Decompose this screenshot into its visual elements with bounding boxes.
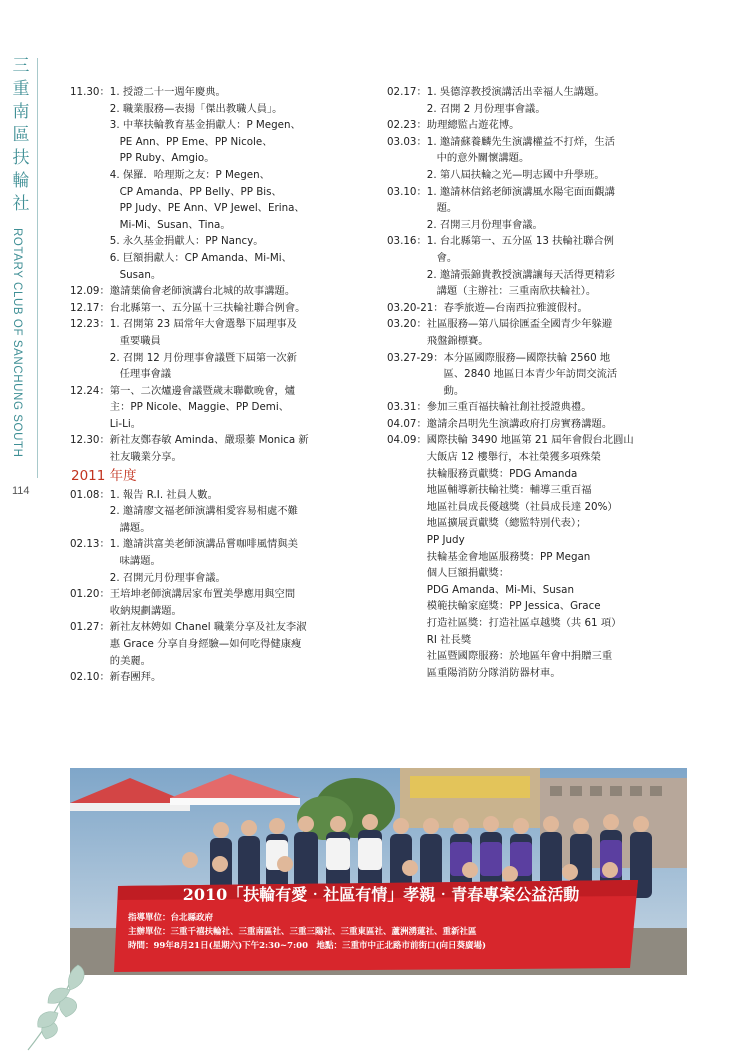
entry-body <box>427 432 685 681</box>
entry-body <box>110 487 370 537</box>
entry-body <box>427 134 685 184</box>
entry-date: 04.09： <box>387 434 427 447</box>
entry-body <box>110 283 370 300</box>
entry-line: 大飯店 12 樓舉行，本社榮獲多項殊榮 <box>426 451 601 464</box>
entry-date: 12.24： <box>70 384 110 397</box>
banner-organizer: 指導單位：台北縣政府 <box>128 913 214 923</box>
log-entry <box>387 233 685 299</box>
entry-line: Mi-Mi、Susan、Tina。 <box>109 218 231 231</box>
log-entry <box>70 84 370 283</box>
log-entry <box>70 586 370 619</box>
entry-body <box>110 669 370 686</box>
entry-body <box>110 432 370 465</box>
entry-line: 春季旅遊—台南西拉雅渡假村。 <box>443 301 588 314</box>
entry-line: 1. 召開第 23 屆常年大會選舉下屆理事及 <box>109 318 297 331</box>
entry-body <box>110 383 370 433</box>
log-entry <box>70 383 370 433</box>
entry-body <box>427 184 685 234</box>
entry-line: 2. 第八屆扶輪之光—明志國中升學班。 <box>426 168 605 181</box>
entry-line: 1. 邀請洪富美老師演講品嘗咖啡風情與美 <box>109 538 298 551</box>
leaf-decoration <box>18 945 108 1055</box>
entry-line: 扶輪基金會地區服務獎：PP Megan <box>426 550 591 563</box>
entry-line: 邀請余昌明先生演講政府打房實務講題。 <box>426 417 613 430</box>
entry-body <box>110 300 370 317</box>
entry-date: 12.30： <box>70 434 110 447</box>
right-column <box>387 84 685 681</box>
entry-line: 1. 台北縣第一、五分區 13 扶輪社聯合例 <box>426 235 614 248</box>
entry-line: 中的意外關懷講題。 <box>426 152 530 165</box>
entry-line: 6. 巨額捐獻人：CP Amanda、Mi-Mi、 <box>109 251 292 264</box>
entry-line: 本分區國際服務—國際扶輪 2560 地 <box>443 351 611 364</box>
entry-line: PE Ann、PP Eme、PP Nicole、 <box>109 135 273 148</box>
entry-line: 1. 吳德淳教授演講活出幸福人生講題。 <box>426 86 605 98</box>
entry-line: 1. 授證二十一週年慶典。 <box>109 86 226 98</box>
entry-body <box>427 117 685 134</box>
log-entry <box>387 416 685 433</box>
left-column <box>70 84 370 686</box>
entry-date: 11.30： <box>70 86 110 98</box>
entry-date: 12.17： <box>70 301 110 314</box>
log-entry <box>387 432 685 681</box>
log-entry <box>70 316 370 382</box>
entry-line: 個人巨額捐獻獎： <box>426 567 510 580</box>
entry-line: 惠 Grace 分享自身經驗—如何吃得健康瘦 <box>109 638 302 650</box>
entry-line: 講題（主辦社：三重南欣扶輪社）。 <box>426 285 597 298</box>
entry-line: Susan。 <box>109 268 162 281</box>
entry-line: RI 社長獎 <box>426 633 472 646</box>
entry-line: 模範扶輪家庭獎：PP Jessica、Grace <box>426 600 601 613</box>
entry-body <box>110 619 370 669</box>
entry-line: CP Amanda、PP Belly、PP Bis、 <box>109 185 282 198</box>
entry-body <box>110 84 370 283</box>
entry-date: 12.09： <box>70 285 110 298</box>
entry-line: 收納規劃講題。 <box>109 604 182 617</box>
log-entry <box>70 487 370 537</box>
entry-line: 地區輔導新扶輪社獎：輔導三重百福 <box>426 484 592 497</box>
entry-body <box>110 316 370 382</box>
entry-date: 03.20-21： <box>387 301 444 314</box>
log-entry <box>387 350 685 400</box>
log-entry <box>387 117 685 134</box>
entry-date: 03.31： <box>387 401 427 414</box>
entry-line: 2. 召開元月份理事會議。 <box>109 571 226 584</box>
entry-line: 動。 <box>443 384 465 397</box>
entry-line: 第一、二次爐邊會議暨歲末聯歡晚會，爐 <box>109 384 296 397</box>
entry-line: 助理總監占遊花博。 <box>426 119 520 132</box>
entry-date: 12.23： <box>70 318 110 331</box>
log-entry <box>387 184 685 234</box>
entry-line: 邀請葉倫會老師演講台北城的故事講題。 <box>109 285 296 298</box>
banner-title: 2010「扶輪有愛‧社區有情」孝親‧青春專案公益活動 <box>182 885 580 904</box>
entry-line: 王培坤老師演講居家布置美學應用與空間 <box>109 588 296 601</box>
entry-body <box>444 300 685 317</box>
entry-date: 02.10： <box>70 671 110 684</box>
entry-body <box>427 84 685 117</box>
log-entry <box>70 432 370 465</box>
entry-date: 02.23： <box>387 119 427 132</box>
entry-line: 2. 邀請廖文福老師演講相愛容易相處不難 <box>109 505 298 518</box>
entry-line: PP Judy <box>426 534 465 547</box>
entry-line: 飛盤錦標賽。 <box>426 334 489 347</box>
entry-line: 2. 召開 12 月份理事會議暨下屆第一次新 <box>109 351 297 364</box>
club-name-english: ROTARY CLUB OF SANCHUNG SOUTH <box>11 228 23 458</box>
entry-line: 社區暨國際服務：於地區年會中捐贈三重 <box>426 650 613 663</box>
entry-line: PP Judy、PE Ann、VP Jewel、Erina、 <box>109 202 305 215</box>
entry-date: 03.20： <box>387 318 427 331</box>
entry-line: 國際扶輪 3490 地區第 21 屆年會假台北圓山 <box>426 434 634 447</box>
entry-date: 03.16： <box>387 235 427 248</box>
entry-line: 地區社員成長優越獎（社員成長達 20%） <box>426 500 618 513</box>
entry-date: 02.13： <box>70 538 110 551</box>
entry-date: 04.07： <box>387 417 427 430</box>
entry-body <box>427 233 685 299</box>
entry-line: 4. 保羅．哈理斯之友：P Megen、 <box>109 168 270 181</box>
entry-line: 區重陽消防分隊消防器材車。 <box>426 666 561 679</box>
entry-line: 題。 <box>426 202 458 215</box>
entry-line: 社友職業分享。 <box>109 451 182 464</box>
banner-hosts: 主辦單位：三重千禧扶輪社、三重南區社、三重三陽社、三重東區社、蘆洲湧蓮社、重新社區 <box>128 927 477 937</box>
entry-line: PDG Amanda、Mi-Mi、Susan <box>426 583 574 596</box>
entry-line: 2. 邀請張錦貴教授演講讓每天活得更精彩 <box>426 268 615 281</box>
entry-date: 01.20： <box>70 588 110 601</box>
year-heading: 2011 年度 <box>71 467 137 484</box>
entry-line: 新社友林娉如 Chanel 職業分享及社友李淑 <box>109 621 307 634</box>
club-name-vertical: 三重南區扶輪社 <box>12 56 30 214</box>
entry-date: 02.17： <box>387 86 427 98</box>
entry-line: 台北縣第一、五分區十三扶輪社聯合例會。 <box>109 301 306 314</box>
log-entry <box>387 316 685 349</box>
entry-date: 01.08： <box>70 488 110 501</box>
entry-date: 01.27： <box>70 621 110 634</box>
log-entry <box>70 283 370 300</box>
entry-line: 1. 邀請蘇養麟先生演講權益不打烊，生活 <box>426 135 615 148</box>
entry-line: 1. 邀請林信銘老師演講風水陽宅面面觀講 <box>426 185 615 198</box>
entry-line: PP Ruby、Amgio。 <box>109 152 215 165</box>
log-entry <box>387 300 685 317</box>
entry-line: 5. 永久基金捐獻人：PP Nancy。 <box>109 235 264 248</box>
banner-time-place: 時間：99年8月21日(星期六)下午2:30~7:00 地點：三重市中正北路市前街口(向日葵廣場) <box>128 941 487 951</box>
entry-line: Li-Li。 <box>109 417 141 430</box>
entry-line: 參加三重百福扶輪社創社授證典禮。 <box>426 401 592 414</box>
entry-body <box>110 536 370 586</box>
entry-body <box>427 416 685 433</box>
entry-line: 講題。 <box>109 521 151 534</box>
log-entry <box>70 300 370 317</box>
log-entry <box>70 669 370 686</box>
entry-line: 味講題。 <box>109 555 161 568</box>
entry-date: 03.10： <box>387 185 427 198</box>
entry-line: 1. 報告 R.I. 社員人數。 <box>109 488 218 501</box>
log-entry <box>70 536 370 586</box>
entry-date: 03.03： <box>387 135 427 148</box>
entry-body <box>427 316 685 349</box>
entry-line: 地區擴展貢獻獎（總監特別代表）； <box>426 517 587 530</box>
log-entry <box>387 399 685 416</box>
entry-line: 主：PP Nicole、Maggie、PP Demi、 <box>109 401 289 414</box>
page-number: 114 <box>12 485 30 497</box>
group-photo <box>70 768 687 975</box>
entry-line: 打造社區獎：打造社區卓越獎（共 61 項） <box>426 617 622 629</box>
entry-line: 2. 召開 2 月份理事會議。 <box>426 102 546 115</box>
entry-line: 區、2840 地區日本青少年訪問交流活 <box>443 368 618 381</box>
entry-body <box>444 350 685 400</box>
sidebar-divider <box>37 58 38 478</box>
entry-body <box>427 399 685 416</box>
entry-line: 扶輪服務貢獻獎：PDG Amanda <box>426 467 578 480</box>
entry-line: 社區服務—第八屆徐匯盃全國青少年躲避 <box>426 318 613 331</box>
entry-line: 任理事會議 <box>109 368 172 381</box>
entry-date: 03.27-29： <box>387 351 444 364</box>
entry-body <box>110 586 370 619</box>
log-entry <box>70 619 370 669</box>
entry-line: 重要職員 <box>109 334 161 347</box>
entry-line: 新社友鄭春敏 Aminda、嚴璟蓁 Monica 新 <box>109 434 309 447</box>
entry-line: 3. 中華扶輪教育基金捐獻人：P Megen、 <box>109 119 301 132</box>
entry-line: 新春團拜。 <box>109 671 162 684</box>
log-entry <box>387 84 685 117</box>
entry-line: 會。 <box>426 251 458 264</box>
entry-line: 的美麗。 <box>109 654 151 667</box>
log-entry <box>387 134 685 184</box>
entry-line: 2. 職業服務—表揚「傑出教職人員」。 <box>109 102 283 115</box>
entry-line: 2. 召開三月份理事會議。 <box>426 218 543 231</box>
